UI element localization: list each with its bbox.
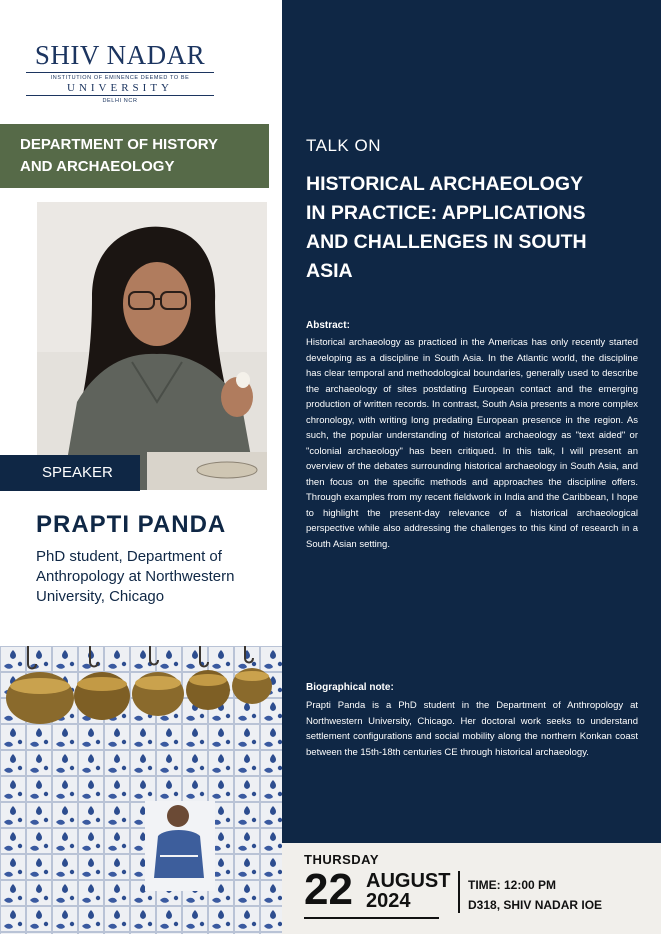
logo-divider — [26, 72, 214, 73]
event-date: 22 — [304, 865, 353, 914]
logo-university: UNIVERSITY — [67, 82, 173, 94]
left-column — [0, 0, 282, 934]
event-year: 2024 — [366, 890, 411, 912]
bio-body: Prapti Panda is a PhD student in the Department of Anthropology at Northwestern University, Chicago. Her doctoral work seeks to understand settlement configurations and social mobility along the northern Konkan coast between the 15th-18th centuries CE through historical archaeology. — [306, 700, 638, 758]
logo-name: SHIV NADAR — [34, 40, 206, 70]
logo-divider-bottom — [26, 95, 214, 96]
talk-title — [306, 170, 651, 286]
talk-title-line-2: IN PRACTICE: APPLICATIONS — [306, 202, 586, 224]
abstract-body: Historical archaeology as practiced in the Americas has only recently started developing as a discipline in South Asia. In the Atlantic world, the discipline has clear temporal and methodological boundaries, generally used to describe the archaeology of sites postdating European contact and the emerging production of written records. In contrast, South Asia presents a more complex chronology, with writing long predating European presence in the region. As such, the popular understanding of historical archaeology as "text aided" or "colonial archaeology" has been critiqued. In this talk, I will present an overview of the debates surrounding historical archaeology in South Asia, and then focus on the specific methods and approaches the discipline offers. Through examples from my recent fieldwork in India and the Caribbean, I hope to highlight the present-day relevance of a historical archaeological perspective while also addressing the challenges to this kind of research in a South Asian setting. — [306, 337, 638, 550]
event-details — [282, 843, 661, 934]
university-logo — [22, 40, 218, 104]
talk-title-line-3: AND CHALLENGES IN SOUTH — [306, 231, 587, 253]
abstract-heading: Abstract: — [306, 320, 350, 331]
department-banner — [0, 124, 269, 188]
speaker-label: SPEAKER — [0, 455, 140, 491]
department-line-2: AND ARCHAEOLOGY — [20, 158, 175, 175]
date-underline — [304, 917, 439, 919]
decorative-tile-photo — [0, 646, 282, 934]
speaker-role: PhD student, Department of Anthropology at Northwestern University, Chicago — [36, 548, 235, 605]
event-day: THURSDAY — [304, 852, 380, 867]
event-month: AUGUST — [366, 870, 451, 892]
logo-tagline: INSTITUTION OF EMINENCE DEEMED TO BE — [50, 75, 190, 81]
department-line-1: DEPARTMENT OF HISTORY — [20, 136, 219, 153]
right-column — [282, 0, 661, 934]
talk-title-line-4: ASIA — [306, 260, 353, 282]
talk-title-line-1: HISTORICAL ARCHAEOLOGY — [306, 173, 583, 195]
bio-heading: Biographical note: — [306, 682, 394, 693]
footer-divider — [458, 871, 460, 913]
speaker-name: PRAPTI PANDA — [36, 511, 227, 538]
speaker-photo — [37, 202, 267, 490]
event-venue: D318, SHIV NADAR IOE — [468, 898, 603, 912]
event-time: TIME: 12:00 PM — [468, 878, 557, 892]
talk-prefix: TALK ON — [306, 136, 381, 155]
logo-location: DELHI NCR — [102, 98, 138, 104]
